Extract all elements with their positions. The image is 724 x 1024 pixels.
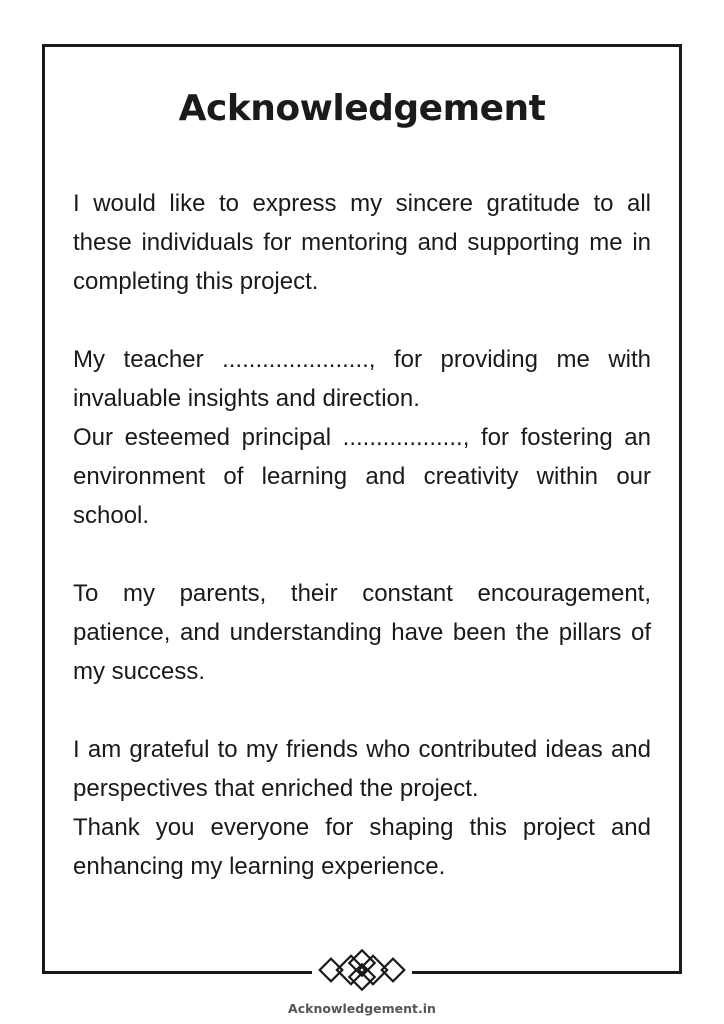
footer-website-label: Acknowledgement.in <box>288 1001 436 1016</box>
paragraph-gratitude: I would like to express my sincere gratitude to all these individuals for mentoring and supporting me in completing this project. <box>73 190 651 295</box>
paragraph-spacer <box>73 691 651 730</box>
paragraph-parents: To my parents, their constant encouragement, patience, and understanding have been the pillars of my success. <box>73 580 651 685</box>
paragraph-friends: I am grateful to my friends who contributed ideas and perspectives that enriched the project. <box>73 736 651 802</box>
paragraph-spacer <box>73 301 651 340</box>
interlaced-diamonds-ornament-icon <box>312 944 412 996</box>
page-title: Acknowledgement <box>178 88 546 129</box>
paragraph-principal: Our esteemed principal .................., for fostering an environment of learning and creativity within our school. <box>73 424 651 529</box>
paragraph-spacer <box>73 535 651 574</box>
paragraph-teacher: My teacher ......................, for providing me with invaluable insights and direction. <box>73 346 651 412</box>
acknowledgement-body <box>73 184 651 886</box>
paragraph-thanks: Thank you everyone for shaping this project and enhancing my learning experience. <box>73 814 651 880</box>
